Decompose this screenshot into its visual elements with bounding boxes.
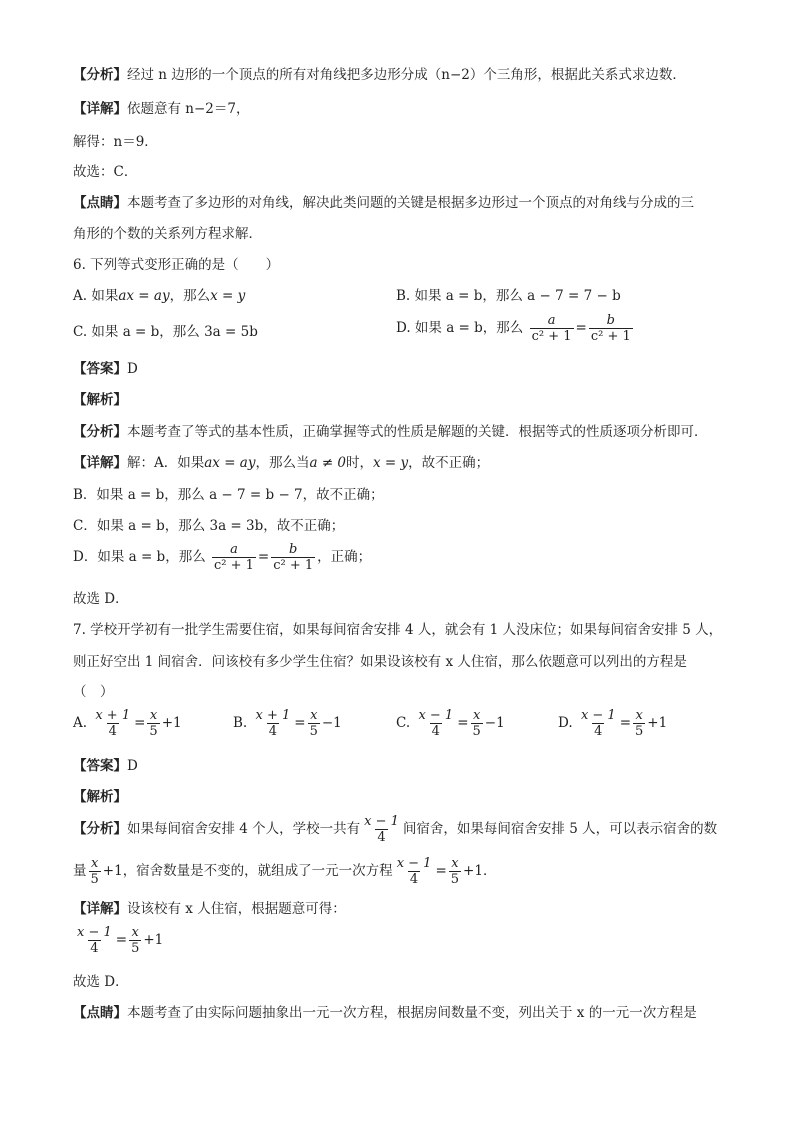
q5-comment-2: 角形的个数的关系列方程求解．	[73, 226, 262, 242]
q6-analysis: 【分析】本题考查了等式的基本性质，正确掌握等式的性质是解题的关键．根据等式的性质逐项分析即可．	[73, 424, 708, 440]
q7-analysis-2: 量 $\frac{x}{5}$ +1，宿舍数量是不变的，就组成了一元一次方程 $\frac{x - 1}{4}$ = $\frac{x}{5}$ +1．	[73, 856, 497, 887]
q6-detail-b: B．如果 a = b，那么 a − 7 = b − 7，故不正确；	[73, 487, 384, 503]
q7-stem-3: （ ）	[73, 684, 114, 700]
q7-option-b: B. $\frac{x + 1}{4}$ = $\frac{x}{5}$ −1	[233, 708, 342, 739]
fraction: $\frac{b}{\text{c² + 1}}$	[590, 313, 631, 344]
q7-option-a: A. $\frac{x + 1}{4}$ = $\frac{x}{5}$ +1	[73, 708, 182, 739]
q6-option-b: B. 如果 a = b，那么 a − 7 = 7 − b	[396, 288, 621, 304]
q6-option-d: D. 如果 a = b，那么 $\frac{a}{\text{c² + 1}}$ = $\frac{b}{\text{c² + 1}}$	[396, 313, 631, 344]
q5-analysis: 【分析】经过 n 边形的一个顶点的所有对角线把多边形分成（n−2）个三角形，根据此关系式求边数．	[73, 67, 686, 83]
q7-stem-2: 则正好空出 1 间宿舍．问该校有多少学生住宿？如果设该校有 x 人住宿，那么依题意可以列出的方程是	[73, 654, 687, 670]
q6-option-a: A. 如果ax = ay，那么x = y	[73, 288, 246, 304]
q7-choose: 故选 D．	[73, 974, 129, 990]
q6-detail-a: 【详解】解：A．如果ax = ay，那么当a ≠ 0时，x = y，故不正确；	[73, 455, 490, 471]
q6-option-c: C. 如果 a = b，那么 3a = 5b	[73, 324, 258, 340]
q6-stem: 6. 下列等式变形正确的是（ ）	[73, 257, 280, 273]
fraction: $\frac{b}{\text{c² + 1}}$	[273, 542, 314, 573]
q6-jiexi: 【解析】	[73, 392, 127, 408]
q6-answer: 【答案】D	[73, 361, 138, 377]
q7-analysis-1: 【分析】如果每间宿舍安排 4 个人，学校一共有 $\frac{x - 1}{4}$ 间宿舍，如果每间宿舍安排 5 人，可以表示宿舍的数	[73, 814, 718, 845]
tag-comment: 【点睛】	[73, 195, 127, 211]
q5-detail: 【详解】依题意有 n−2＝7，	[73, 101, 250, 117]
q6-detail-d: D．如果 a = b，那么 $\frac{a}{\text{c² + 1}}$ = $\frac{b}{\text{c² + 1}}$ ，正确；	[73, 542, 372, 573]
q6-detail-c: C．如果 a = b，那么 3a = 3b，故不正确；	[73, 518, 345, 534]
fraction: $\frac{a}{\text{c² + 1}}$	[214, 542, 254, 573]
q7-option-c: C. $\frac{x - 1}{4}$ = $\frac{x}{5}$ −1	[396, 708, 505, 739]
q7-answer: 【答案】D	[73, 758, 138, 774]
q5-choose: 故选：C．	[73, 164, 138, 180]
q7-comment: 【点睛】本题考查了由实际问题抽象出一元一次方程，根据房间数量不变，列出关于 x 的一元一次方程是	[73, 1005, 697, 1021]
q6-choose: 故选 D．	[73, 591, 129, 607]
q7-stem-1: 7. 学校开学初有一批学生需要住宿，如果每间宿舍安排 4 人，就会有 1 人没床位；如果每间宿舍安排 5 人，	[73, 622, 723, 638]
q5-solve: 解得：n＝9．	[73, 134, 158, 150]
tag-analysis: 【分析】	[73, 67, 127, 83]
q5-comment-1: 【点睛】本题考查了多边形的对角线，解决此类问题的关键是根据多边形过一个顶点的对角线与分成的三	[73, 195, 694, 211]
tag-detail: 【详解】	[73, 101, 127, 117]
q7-equation: $\frac{x - 1}{4}$ = $\frac{x}{5}$ +1	[77, 925, 164, 956]
fraction: $\frac{a}{\text{c² + 1}}$	[531, 313, 572, 344]
q7-detail: 【详解】设该校有 x 人住宿，根据题意可得：	[73, 901, 346, 917]
q7-jiexi: 【解析】	[73, 789, 127, 805]
q7-option-d: D. $\frac{x - 1}{4}$ = $\frac{x}{5}$ +1	[558, 708, 668, 739]
